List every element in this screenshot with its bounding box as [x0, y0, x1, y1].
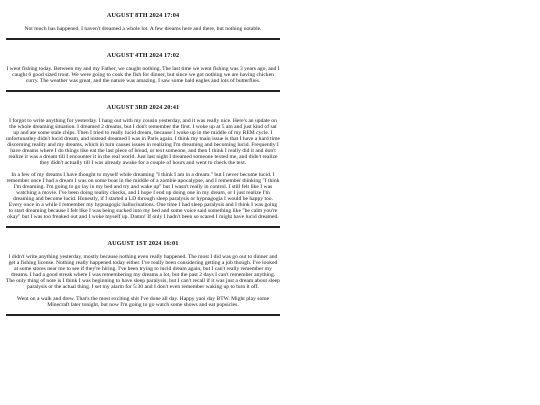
entry-body — [6, 118, 280, 220]
entry-paragraph: I didn't write anything yesterday, mostly because nothing even really happened. The most I did was go out to dinner and get a fishing license. Nothing really happened today either. I've really been considering getting a job though. I've looked at some stores near me to see if they're hiring. I've been trying to lucid dream again, but I can't really remember my dreams. I had a good streak where I was remembering my dreams a lot, but the past 2 days I can't remember anything. The only thing of note is I think I was beginning to have sleep paralysis, but I can't recall if it was just a dream about sleep paralysis or the actual thing. I set my alarm for 5:30 and I don't even remember waking up to turn it off. — [6, 254, 280, 290]
entry-paragraph: Not much has happened. I haven't dreamed a whole lot. A few dreams here and there, but nothing notable. — [24, 26, 262, 32]
journal-entry — [6, 92, 280, 228]
entry-date: AUGUST 4TH 2024 17:02 — [106, 52, 180, 59]
entry-paragraph: I forgot to write anything for yesterday. I hang out with my cousin yesterday, and it was really nice. Here's an update on the whole dreaming situation. I dreamed 2 dreams, but I don't remember the first. I woke up at 5 am and just kind of sat up and ate some stale chips. Then I tried to really lucid dream, because I woke up in the middle of my REM cycle. I unfortunatley didn't lucid dream, and instead dreamed I was in Paris again. I think my main issue is that I have a hard time discerning reality and my dreams, which in turn causes issues in realizing I'm dreaming and becoming lucid. Frequently I have dreams where I do things like eat the last piece of bread, or text someone, and then I think I really did it and don't realize it was a dream till I encounter it in the real world. Just last night I dreamed someone texted me, and didn't realize they didn't actually till I was already awake for a couple of hours and went to check the text. — [6, 118, 280, 166]
entry-body — [6, 254, 280, 308]
journal-entry — [6, 0, 280, 40]
entry-date: AUGUST 8TH 2024 17:04 — [106, 12, 180, 19]
journal-entry — [6, 228, 280, 316]
entry-divider — [6, 314, 280, 316]
entry-paragraph: I went fishing today. Between my and my Father, we caught nothing. The last time we went fishing was 3 years ago, and I caught 6 good sized trout. We were going to cook the fish for dinner, but since we got nothing we are having chicken curry. The weather was great, and the nature was amazing. I saw some bald eagles and lots of butterflies. — [6, 66, 280, 84]
entry-body — [6, 66, 280, 84]
journal-feed — [6, 0, 280, 316]
journal-entry — [6, 40, 280, 92]
entry-paragraph: In a few of my dreams I have thought to myself while dreaming "I think I am in a dream." but I never become lucid. I remember once I had a dream I was on some boat in the middle of a zombie apocalypse, and I remember thinking "I think I'm dreaming. I'm going to go lay in my bed and try and wake up" but I wasn't really in control. I still felt like I was watching a movie. I've been doing reality checks, and I hope I end up doing one in my dream, or I just realize I'm dreaming and become lucid. Honestly, if I started a LD through sleep paralysis or hypnagogia I would be happy too. Every once in a while I remember my hypnagogic hallucinations. One time I had sleep paralysis and I think I was going to start dreaming because I felt like I was being sucked into my bed and some voice said something like "be calm you're okay" but I was too freaked out and I woke myself up. Damn! If only I hadn't been so scared I might have lucid dreamed. — [6, 172, 280, 220]
entry-date: AUGUST 1ST 2024 16:01 — [107, 240, 179, 247]
entry-date: AUGUST 3RD 2024 20:41 — [106, 104, 180, 111]
entry-body — [6, 26, 280, 32]
entry-paragraph: Went on a walk and drew. That's the most exciting shit I've done all day. Happy yaoi day BTW. Might play some Minecraft later tonight, but now I'm going to go watch some shows and eat popsicles. — [16, 296, 270, 308]
